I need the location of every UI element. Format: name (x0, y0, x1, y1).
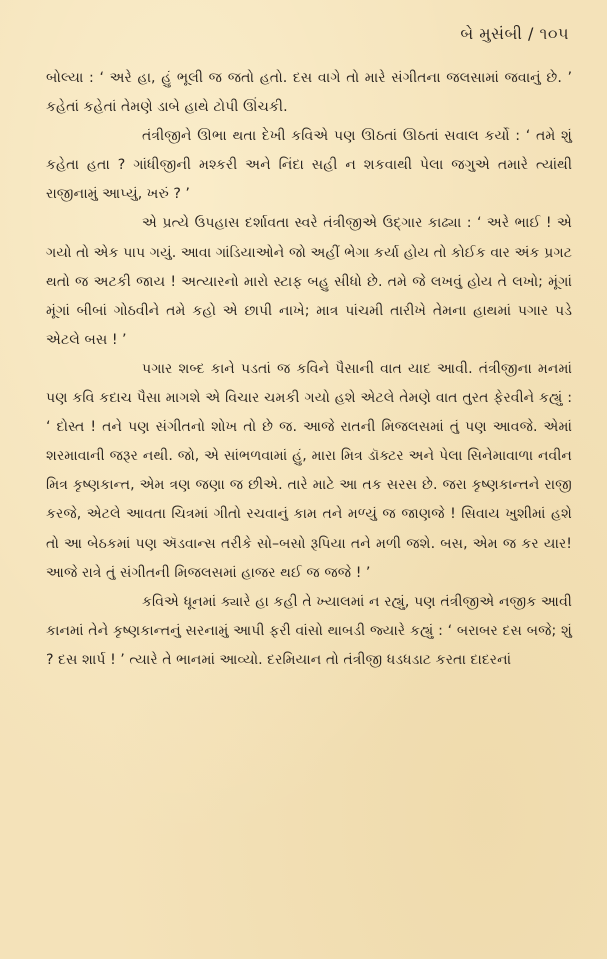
paragraph-5: કવિએ ધૂનમાં ક્યારે હા કહી તે ખ્યાલમાં ન રહ્યું, પણ તંત્રીજીએ નજીક આવી કાનમાં તેને કૃષ્ણકાન્તનું સરનામું આપી ફરી વાંસો થાબડી જ્યારે કહ્યું : ‘ બરાબર દસ બજે; શું ? દસ શાર્પ ! ’ ત્યારે તે ભાનમાં આવ્યો. દરમિયાન તો તંત્રીજી ધડધડાટ કરતા દાદરનાં (46, 593, 572, 668)
paragraph-2: તંત્રીજીને ઊભા થતા દેખી કવિએ પણ ઊઠતાં ઊઠતાં સવાલ કર્યો : ‘ તમે શું કહેતા હતા ? ગાંધીજીની મશ્કરી અને નિંદા સહી ન શકવાથી પેલા જગુએ તમારે ત્યાંથી રાજીનામું આપ્યું, ખરું ? ’ (46, 128, 572, 203)
running-head: બે મુસંબી / ૧૦૫ (460, 24, 569, 43)
page-body (46, 64, 572, 675)
paragraph-1: બોલ્યા : ‘ અરે હા, હું ભૂલી જ જતો હતો. દસ વાગે તો મારે સંગીતના જલસામાં જવાનું છે. ’ કહેતાં કહેતાં તેમણે ડાબે હાથે ટોપી ઊંચકી. (46, 70, 572, 116)
paragraph-3: એ પ્રત્યે ઉપહાસ દર્શાવતા સ્વરે તંત્રીજીએ ઉદ્ગાર કાઢ્યા : ‘ અરે ભાઈ ! એ ગયો તો એક પાપ ગયું. આવા ગાંડિયાઓને જો અહીં ભેગા કર્યા હોય તો કોઈક વાર અંક પ્રગટ થતો જ અટકી જાય ! અત્યારનો મારો સ્ટાફ બહુ સીધો છે. તમે જે લખવું હોય તે લખો; મૂંગાં મૂંગાં બીબાં ગોઠવીને તમે કહો એ છાપી નાખે; માત્ર પાંચમી તારીખે તેમના હાથમાં પગાર પડે એટલે બસ ! ’ (46, 215, 572, 348)
paragraph-4: પગાર શબ્દ કાને પડતાં જ કવિને પૈસાની વાત યાદ આવી. તંત્રીજીના મનમાં પણ કવિ કદાચ પૈસા માગશે એ વિચાર ચમકી ગયો હશે એટલે તેમણે વાત તુરત ફેરવીને કહ્યું : ‘ દોસ્ત ! તને પણ સંગીતનો શોખ તો છે જ. આજે રાતની મિજલસમાં તું પણ આવજે. એમાં શરમાવાની જરૂર નથી. જો, એ સાંભળવામાં હું, મારા મિત્ર ડૉક્ટર અને પેલા સિનેમાવાળા નવીન મિત્ર કૃષ્ણકાન્ત, એમ ત્રણ જણા જ છીએ. તારે માટે આ તક સરસ છે. જરા કૃષ્ણકાન્તને રાજી કરજે, એટલે આવતા ચિત્રમાં ગીતો રચવાનું કામ તને મળ્યું જ જાણજે ! સિવાય ખુશીમાં હશે તો આ બેઠકમાં પણ ઍડવાન્સ તરીકે સો–બસો રૂપિયા તને મળી જશે. બસ, એમ જ કર યાર! આજે રાત્રે તું સંગીતની મિજલસમાં હાજર થઈ જ જજે ! ’ (46, 360, 572, 581)
